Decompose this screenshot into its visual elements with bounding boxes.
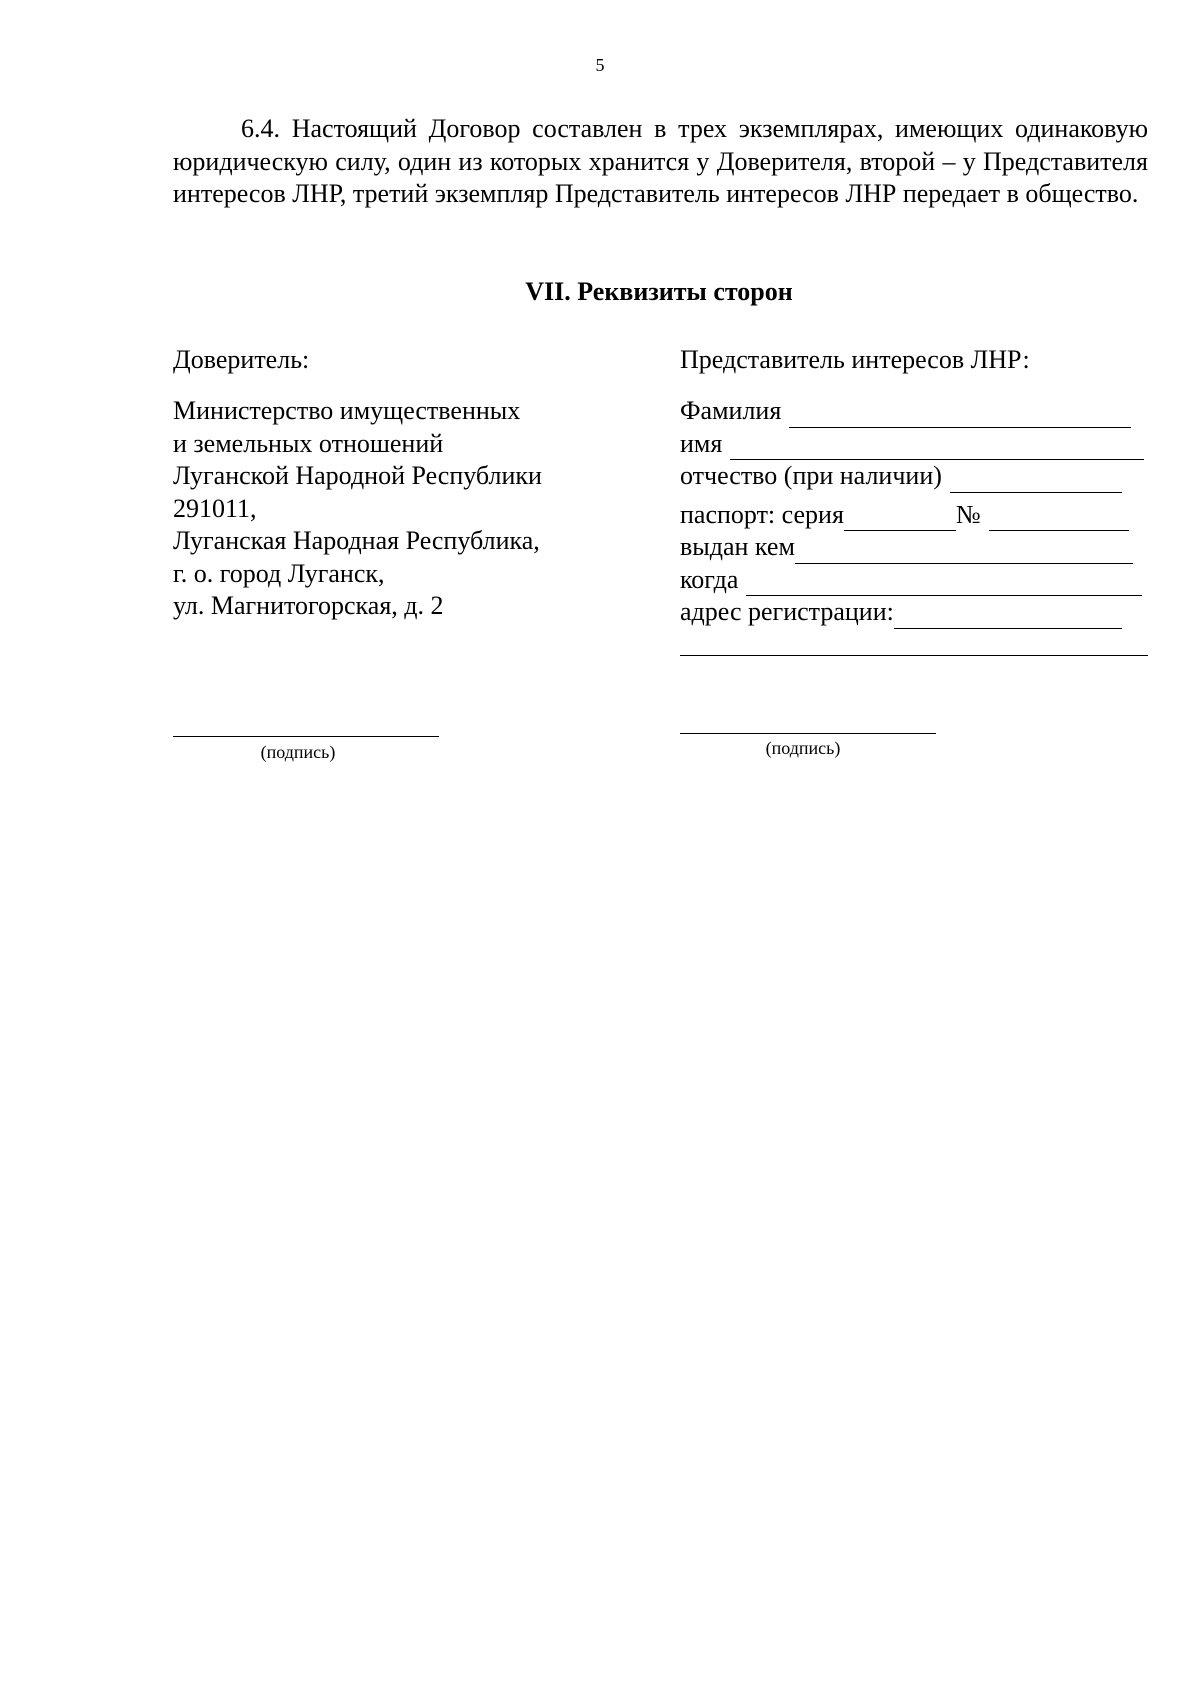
- address-row: [680, 596, 1160, 629]
- section-title: VII. Реквизиты сторон: [525, 277, 793, 306]
- issued-by-blank[interactable]: [795, 537, 1133, 564]
- patronymic-blank[interactable]: [950, 466, 1122, 493]
- name-blank[interactable]: [730, 433, 1144, 460]
- principal-line: Министерство имущественных: [173, 396, 521, 425]
- name-label: имя: [680, 428, 723, 458]
- passport-number-label: №: [955, 499, 981, 529]
- passport-number-blank[interactable]: [989, 504, 1129, 531]
- address-blank[interactable]: [894, 602, 1122, 629]
- representative-heading: Представитель интересов ЛНР:: [680, 345, 1030, 374]
- principal-line: 291011,: [173, 493, 257, 523]
- surname-row: [680, 395, 1160, 428]
- issued-when-label: когда: [680, 564, 739, 594]
- representative-column: [680, 344, 1160, 656]
- name-row: [680, 428, 1160, 461]
- principal-line: Луганской Народной Республики: [173, 461, 542, 490]
- clause-6-4-paragraph: 6.4. Настоящий Договор составлен в трех экземплярах, имеющих одинаковую юридическую силу, один из которых хранится у Доверителя, второй – у Представителя интересов ЛНР, третий экземпляр Представитель интересов ЛНР передает в общество.: [173, 114, 1148, 208]
- principal-column: [173, 344, 623, 623]
- passport-series-label: паспорт: серия: [680, 499, 844, 529]
- passport-row: [680, 499, 1160, 532]
- principal-line: Луганская Народная Республика,: [173, 526, 540, 555]
- principal-line: г. о. город Луганск,: [173, 558, 385, 588]
- patronymic-label: отчество (при наличии): [680, 461, 942, 490]
- representative-signature-line[interactable]: [680, 733, 936, 734]
- principal-signature-line[interactable]: [173, 736, 439, 737]
- issued-when-blank[interactable]: [746, 569, 1142, 596]
- principal-heading: Доверитель:: [173, 345, 310, 374]
- address-blank-line-2[interactable]: [680, 629, 1148, 656]
- issued-when-row: [680, 564, 1160, 597]
- principal-line: и земельных отношений: [173, 428, 444, 458]
- principal-line: ул. Магнитогорская, д. 2: [173, 591, 444, 620]
- principal-signature-caption: (подпись): [260, 742, 336, 762]
- page-number: 5: [595, 55, 605, 75]
- address-row-continued: [680, 629, 1160, 656]
- passport-series-blank[interactable]: [844, 504, 956, 531]
- patronymic-row: [680, 460, 1160, 493]
- representative-signature-caption: (подпись): [765, 738, 841, 758]
- issued-by-row: [680, 531, 1160, 564]
- address-label: адрес регистрации:: [680, 597, 894, 626]
- surname-label: Фамилия: [680, 396, 782, 425]
- surname-blank[interactable]: [789, 401, 1131, 428]
- issued-by-label: выдан кем: [680, 532, 795, 561]
